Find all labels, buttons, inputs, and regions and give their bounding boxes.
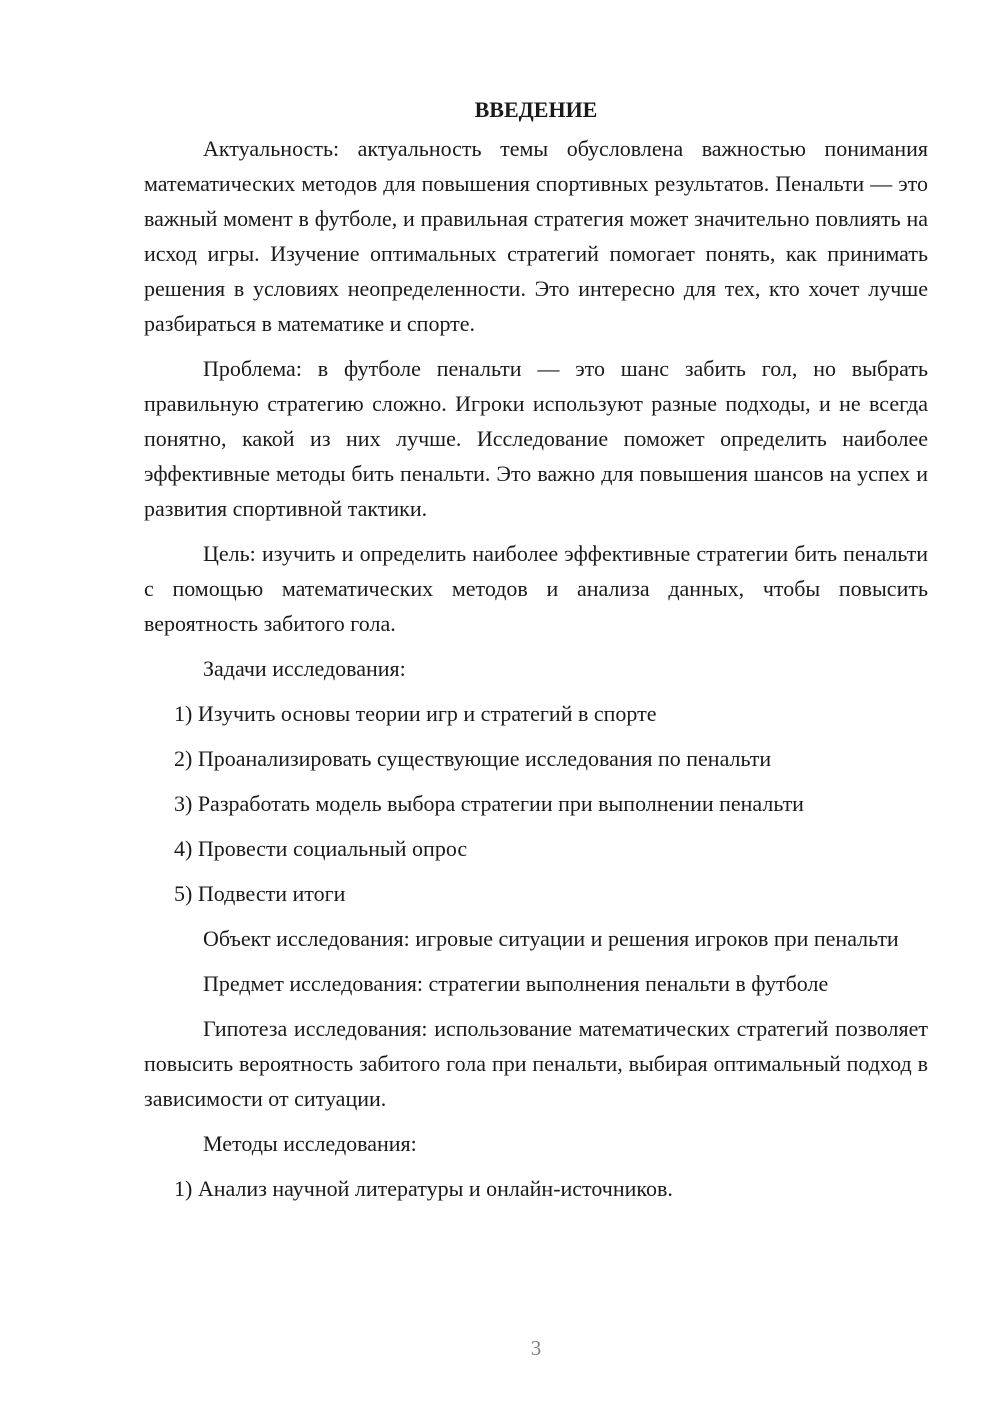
page-number: 3	[530, 1336, 542, 1360]
tasks-list	[144, 696, 928, 911]
task-item: 2) Проанализировать существующие исследования по пенальти	[174, 746, 772, 771]
task-item: 3) Разработать модель выбора стратегии при выполнении пенальти	[174, 791, 804, 816]
methods-heading: Методы исследования:	[203, 1131, 417, 1156]
methods-list	[144, 1171, 928, 1206]
section-title: ВВЕДЕНИЕ	[474, 97, 598, 122]
paragraph-goal: Цель: изучить и определить наиболее эффективные стратегии бить пенальти с помощью математических методов и анализа данных, чтобы повысить вероятность забитого гола.	[144, 541, 928, 636]
method-item: 1) Анализ научной литературы и онлайн-источников.	[174, 1176, 673, 1201]
task-item: 4) Провести социальный опрос	[174, 836, 468, 861]
paragraph-hypothesis: Гипотеза исследования: использование математических стратегий позволяет повысить вероятность забитого гола при пенальти, выбирая оптимальный подход в зависимости от ситуации.	[144, 1016, 928, 1111]
task-item: 5) Подвести итоги	[174, 881, 346, 906]
paragraph-object: Объект исследования: игровые ситуации и решения игроков при пенальти	[203, 926, 899, 951]
paragraph-relevance: Актуальность: актуальность темы обусловлена важностью понимания математических методов для повышения спортивных результатов. Пенальти — это важный момент в футболе, и правильная стратегия может значительно повлиять на исход игры. Изучение оптимальных стратегий помогает понять, как принимать решения в условиях неопределенности. Это интересно для тех, кто хочет лучше разбираться в математике и спорте.	[144, 136, 928, 336]
paragraph-problem: Проблема: в футболе пенальти — это шанс забить гол, но выбрать правильную стратегию сложно. Игроки используют разные подходы, и не всегда понятно, какой из них лучше. Исследование поможет определить наиболее эффективные методы бить пенальти. Это важно для повышения шансов на успех и развития спортивной тактики.	[144, 356, 928, 521]
page-content	[144, 95, 928, 1216]
task-item: 1) Изучить основы теории игр и стратегий в спорте	[174, 701, 657, 726]
tasks-heading: Задачи исследования:	[203, 656, 406, 681]
paragraph-subject: Предмет исследования: стратегии выполнения пенальти в футболе	[203, 971, 829, 996]
